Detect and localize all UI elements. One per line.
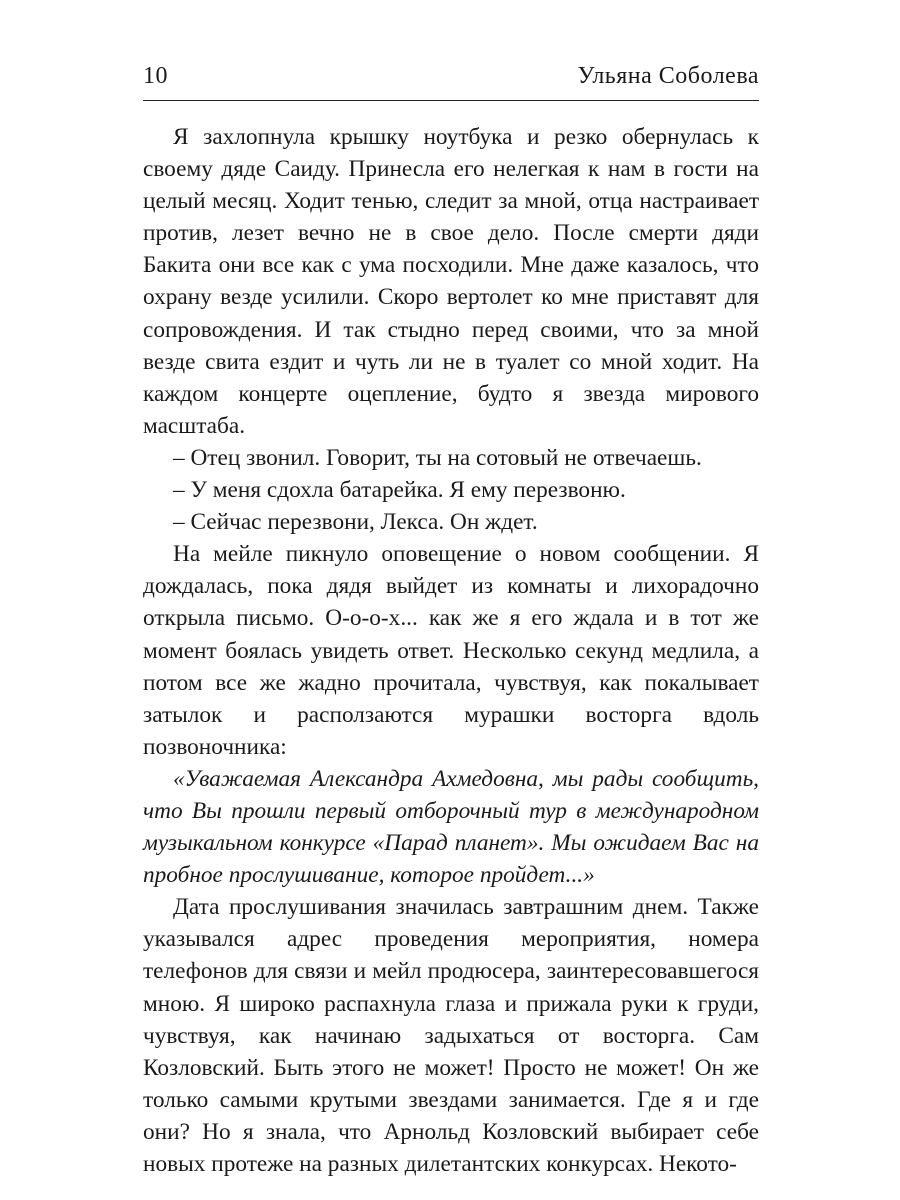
dialogue-line: – Сейчас перезвони, Лекса. Он ждет. [173,509,538,536]
dialogue-line: – У меня сдохла батарейка. Я ему перезвоню. [173,477,626,504]
paragraph: Я захлопнула крышку ноутбука и резко обернулась к своему дяде Саиду. Принесла его нелегкая к нам в гости на целый месяц. Ходит тенью, следит за мной, отца настраивает против, лезет вечно не в свое дело. После смерти дяди Бакита они все как с ума посходили. Мне даже казалось, что охрану везде усилили. Скоро вертолет ко мне приставят для сопровождения. И так стыдно перед своими, что за мной везде свита ездит и чуть ли не в туалет со мной ходит. На каждом концерте оцепление, будто я звезда мирового масштаба. [143,124,759,439]
paragraph: Дата прослушивания значилась завтрашним днем. Также указывался адрес проведения мероприятия, номера телефонов для связи и мейл продюсера, заинтересовавшегося мною. Я широко распахнула глаза и прижала руки к груди, чувствуя, как начинаю задыхаться от восторга. Сам Козловский. Быть этого не может! Просто не может! Он же только самыми крутыми звездами занимается. Где я и где они? Но я знала, что Арнольд Козловский выбирает себе новых протеже на разных дилетантских конкурсах. Некото- [143,894,759,1177]
dialogue-line: – Отец звонил. Говорит, ты на сотовый не отвечаешь. [173,444,702,471]
body-text [143,121,759,1180]
author-name: Ульяна Соболева [577,63,759,89]
book-page [143,60,759,1180]
page-number: 10 [143,63,168,89]
email-quote: «Уважаемая Александра Ахмедовна, мы рады сообщить, что Вы прошли первый отборочный тур в международном музыкальном конкурсе «Парад планет». Мы ожидаем Вас на пробное прослушивание, которое пройдет...» [143,765,759,889]
paragraph: На мейле пикнуло оповещение о новом сообщении. Я дождалась, пока дядя выйдет из комнаты и лихорадочно открыла письмо. О-о-о-х... как же я его ждала и в тот же момент боялась увидеть ответ. Несколько секунд медлила, а потом все же жадно прочитала, чувствуя, как покалывает затылок и расползаются мурашки восторга вдоль позвоночника: [143,541,759,760]
running-head [143,60,759,101]
